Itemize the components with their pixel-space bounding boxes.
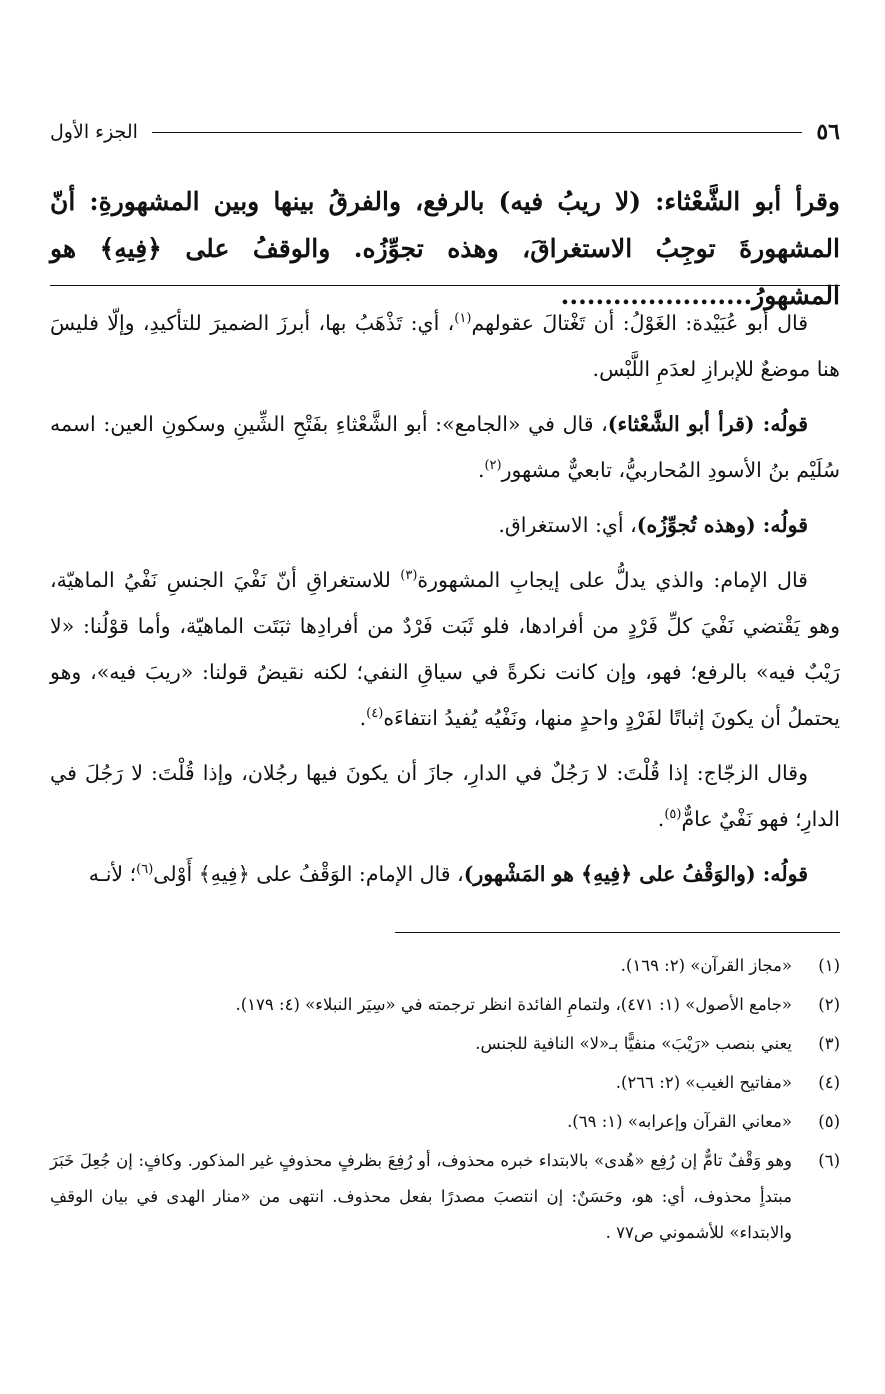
footnote-text: «مجاز القرآن» (٢: ١٦٩). xyxy=(620,956,792,975)
footnote-marker[interactable]: (٣) xyxy=(400,568,418,584)
footnote-marker[interactable]: (٤) xyxy=(366,706,384,722)
footnote-number: (٦) xyxy=(818,1151,840,1170)
commentary-paragraph xyxy=(50,750,840,842)
footnote-text: «معاني القرآن وإعرابه» (١: ٦٩). xyxy=(567,1112,792,1131)
commentary-lemma: قولُه: (وهذه تُجوِّزُه) xyxy=(636,513,808,537)
matn-body: وقرأ أبو الشَّعْثاء: (لا ريبُ فيه) بالرفع، والفرقُ بينها وبين المشهورةِ: أنّ المشهورةَ توجِبُ الاستغراقَ، وهذه تجوِّزُه. والوقفُ على ﴿فِيهِ﴾ هو المشهورُ xyxy=(50,187,840,310)
commentary-text xyxy=(50,300,840,906)
commentary-paragraph xyxy=(50,401,840,493)
footnote-marker[interactable]: (٥) xyxy=(664,807,682,823)
commentary-text-run: قال أبو عُبَيْدة: الغَوْلُ: أن تَغْتالَ عقولهم xyxy=(471,311,809,335)
footnote-separator xyxy=(395,932,840,933)
commentary-text-run: . xyxy=(477,458,485,482)
footnote-text: يعني بنصب «رَيْبَ» منفيًّا بـ«لا» النافية للجنس. xyxy=(475,1034,792,1053)
page-header xyxy=(50,112,840,152)
commentary-text-run: وقال الزجّاج: إذا قُلْتَ: لا رَجُلٌ في الدارِ، جازَ أن يكونَ فيها رجُلان، وإذا قُلْتَ: لا رَجُلَ في الدارِ؛ فهو نَفْيٌ عامٌّ xyxy=(50,761,840,831)
running-title: الجزء الأول xyxy=(50,121,138,143)
footnote-text: وهو وَقْفٌ تامٌّ إن رُفِع «هُدى» بالابتداء خبره محذوف، أو رُفِعَ بظرفٍ محذوفٍ غير المذكور. وكافٍ: إن جُعِلَ خَبَرَ مبتدأٍ محذوف، أي: هو، وحَسَنٌ: إن انتصبَ مصدرًا بفعل محذوف. انتهى من «منار الهدى في بيان الوقفِ والابتداء» للأشموني ص٧٧ . xyxy=(50,1151,792,1242)
footnote-text: «مفاتيح الغيب» (٢: ٢٦٦). xyxy=(615,1073,792,1092)
commentary-text-run: ، أي: الاستغراق. xyxy=(498,513,637,537)
commentary-lemma: قولُه: (والوَقْفُ على ﴿فِيهِ﴾ هو المَشْهور) xyxy=(463,862,808,886)
footnotes xyxy=(50,948,840,1254)
commentary-text-run: ؛ لأنـه xyxy=(88,862,137,886)
footnote xyxy=(50,1026,840,1062)
matn-text xyxy=(50,178,840,319)
footnote xyxy=(50,1104,840,1140)
commentary-paragraph xyxy=(50,502,840,548)
commentary-text-run: ، قال الإمام: الوَقْفُ على ﴿فِيهِ﴾ أَوْلى xyxy=(153,862,464,886)
footnote-number: (٥) xyxy=(818,1112,840,1131)
footnote-number: (٣) xyxy=(818,1034,840,1053)
commentary-paragraph xyxy=(50,300,840,392)
commentary-paragraph xyxy=(50,557,840,741)
matn-sharh-separator xyxy=(50,285,840,286)
commentary-text-run: . xyxy=(657,807,665,831)
commentary-text-run: قال الإمام: والذي يدلُّ على إيجابِ المشهورة xyxy=(417,568,808,592)
header-rule xyxy=(152,132,802,133)
matn-paragraph xyxy=(50,178,840,319)
footnote-marker[interactable]: (١) xyxy=(454,311,472,327)
footnote xyxy=(50,948,840,984)
page-number: ٥٦ xyxy=(816,119,840,145)
footnote xyxy=(50,987,840,1023)
matn-dots: ...................... xyxy=(560,281,753,310)
footnote-number: (١) xyxy=(818,956,840,975)
footnote-number: (٤) xyxy=(818,1073,840,1092)
footnote-text: «جامع الأصول» (١: ٤٧١)، ولتمامِ الفائدة انظر ترجمته في «سِيَر النبلاء» (٤: ١٧٩). xyxy=(235,995,792,1014)
footnote-number: (٢) xyxy=(818,995,840,1014)
footnote xyxy=(50,1143,840,1251)
commentary-paragraph xyxy=(50,851,840,897)
commentary-text-run: للاستغراقِ أنّ نَفْيَ الجنسِ نَفْيُ الماهيّة، وهو يَقْتضي نَفْيَ كلِّ فَرْدٍ من أفرادها، فلو ثَبَت فَرْدٌ من أفرادِها ثبَتَت الماهيّة، وأما قوْلُنا: «لا رَيْبٌ فيه» بالرفع؛ فهو، وإن كانت نكرةً في سياقِ النفي؛ لكنه نقيضُ قولنا: «ريبَ فيه»، وهو يحتملُ أن يكونَ إثباتًا لفَرْدٍ واحدٍ منها، ونَفْيُه يُفيدُ انتفاءَه xyxy=(50,568,840,730)
commentary-text-run: ، أي: تَذْهَبُ بها، أبرزَ الضميرَ للتأكيدِ، وإلّا فليسَ هنا موضعٌ للإبرازِ لعدَمِ اللَّبْس. xyxy=(50,311,840,381)
footnote-marker[interactable]: (٢) xyxy=(484,458,502,474)
commentary-text-run: ، قال في «الجامع»: أبو الشَّعْثاءِ بفَتْحِ الشِّينِ وسكونِ العين: اسمه سُلَيْم بنُ الأسودِ المُحاربيُّ، تابعيٌّ مشهور xyxy=(50,412,840,482)
footnote-marker[interactable]: (٦) xyxy=(136,862,154,878)
commentary-lemma: قولُه: (قرأ أبو الشَّعْثاء) xyxy=(607,412,808,436)
footnote xyxy=(50,1065,840,1101)
commentary-text-run: . xyxy=(359,706,367,730)
